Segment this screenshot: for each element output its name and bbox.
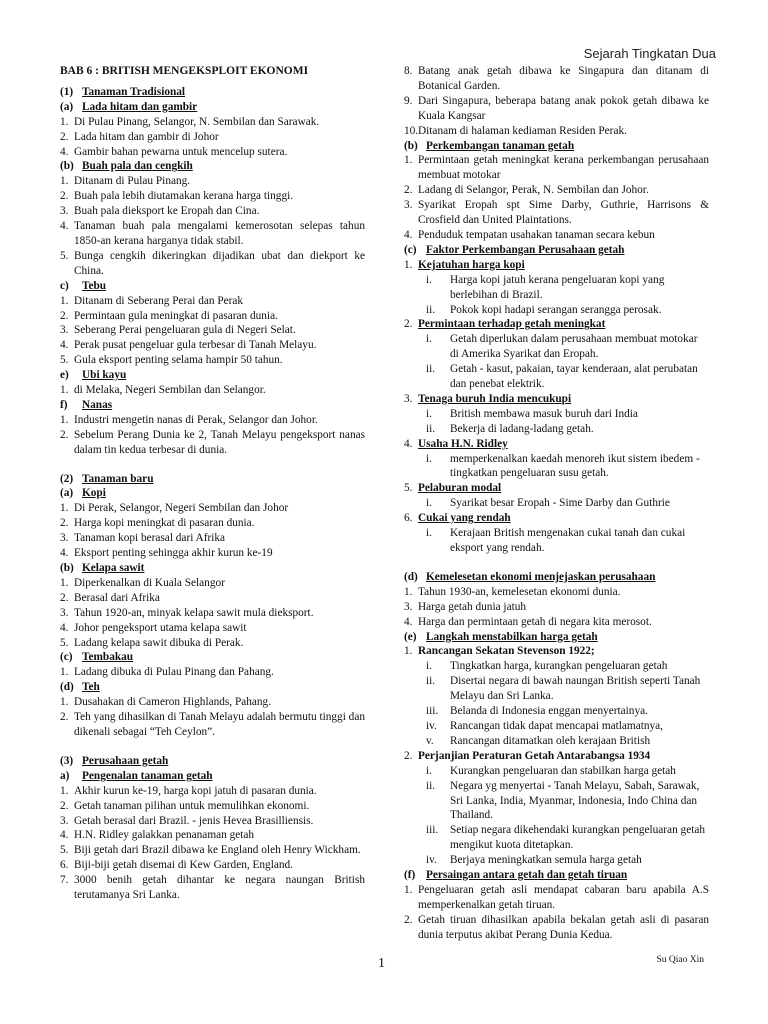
chapter-title: BAB 6 : BRITISH MENGEKSPLOIT EKONOMI xyxy=(60,65,309,77)
list-item xyxy=(404,749,709,764)
list-item xyxy=(404,317,709,332)
item-text: Gula eksport penting selama hampir 50 tahun. xyxy=(74,354,283,367)
item-number: i. xyxy=(426,333,432,346)
section-title: Tebu xyxy=(82,279,107,292)
item-text: Cukai yang rendah xyxy=(418,512,511,525)
item-text: Harga getah dunia jatuh xyxy=(418,600,527,613)
list-item xyxy=(60,546,365,561)
item-number: iv. xyxy=(426,854,437,867)
item-text: Syarikat besar Eropah - Sime Darby dan Guthrie xyxy=(450,497,670,510)
sub-list-item xyxy=(404,674,709,704)
item-text: Tanaman buah pala mengalami kemerosotan selepas tahun 1850-an kerana harganya tidak stabil. xyxy=(74,220,365,247)
sub-list-item xyxy=(404,407,709,422)
list-item xyxy=(404,883,709,913)
list-item xyxy=(60,799,365,814)
item-number: 4. xyxy=(60,145,69,158)
item-text: Akhir kurun ke-19, harga kopi jatuh di pasaran dunia. xyxy=(74,784,317,797)
section-title: Kelapa sawit xyxy=(82,562,145,574)
section-heading xyxy=(60,368,365,383)
item-number: 1. xyxy=(60,696,69,709)
list-item xyxy=(60,204,365,219)
item-number: 4. xyxy=(404,437,413,450)
list-item xyxy=(60,130,365,145)
item-number: 8. xyxy=(404,65,413,77)
section-title: Buah pala dan cengkih xyxy=(82,160,193,173)
sub-list-item xyxy=(404,496,709,511)
item-text: Kurangkan pengeluaran dan stabilkan harga getah xyxy=(450,764,676,777)
list-item xyxy=(60,309,365,324)
sub-list-item xyxy=(404,332,709,362)
item-text: Getah - kasut, pakaian, tayar kenderaan, alat perubatan dan penebat elektrik. xyxy=(450,363,698,391)
item-text: Getah berasal dari Brazil. - jenis Hevea Brasilliensis. xyxy=(74,814,314,827)
list-item xyxy=(60,636,365,651)
item-text: Pengeluaran getah asli mendapat cabaran baru apabila A.S memperkenalkan getah tiruan. xyxy=(418,883,709,911)
item-number: ii. xyxy=(426,363,436,376)
item-text: Tenaga buruh India mencukupi xyxy=(418,392,572,405)
item-text: British membawa masuk buruh dari India xyxy=(450,407,638,420)
item-number: i. xyxy=(426,407,432,420)
item-number: 6. xyxy=(60,859,69,872)
item-number: 2. xyxy=(404,184,413,197)
item-number: 1. xyxy=(404,585,413,598)
item-number: 7. xyxy=(60,874,69,887)
section-number: (a) xyxy=(60,100,74,113)
list-item xyxy=(404,153,709,183)
section-gap xyxy=(60,458,365,472)
page-number: 1 xyxy=(378,956,385,971)
section-gap xyxy=(60,740,365,754)
section-number: (1) xyxy=(60,85,74,98)
list-item xyxy=(60,710,365,740)
item-text: Syarikat Eropah spt Sime Darby, Guthrie, Harrisons & Crosfield dan United Plaintations. xyxy=(418,199,709,227)
list-item xyxy=(60,814,365,829)
section-heading xyxy=(60,398,365,413)
item-number: 1. xyxy=(60,115,69,128)
item-number: 4. xyxy=(60,829,69,842)
item-number: 2. xyxy=(60,517,69,530)
section-number: (e) xyxy=(404,630,417,643)
list-item xyxy=(404,913,709,943)
section-heading xyxy=(404,570,709,585)
list-item xyxy=(404,183,709,198)
author-name: Su Qiao Xin xyxy=(656,955,704,965)
section-number: (b) xyxy=(404,139,418,152)
list-item xyxy=(60,531,365,546)
list-item xyxy=(60,516,365,531)
item-number: 1. xyxy=(404,645,413,658)
item-number: 2. xyxy=(60,130,69,143)
item-text: Tingkatkan harga, kurangkan pengeluaran getah xyxy=(450,660,668,673)
item-number: 3. xyxy=(60,814,69,827)
item-number: 1. xyxy=(60,502,69,515)
list-item xyxy=(60,501,365,516)
sub-list-item xyxy=(404,526,709,556)
section-number: c) xyxy=(60,279,69,292)
right-column xyxy=(404,64,709,943)
item-text: Tahun 1920-an, minyak kelapa sawit mula dieksport. xyxy=(74,606,314,619)
item-text: Rancangan tidak dapat mencapai matlamatnya, xyxy=(450,719,663,732)
list-item xyxy=(60,591,365,606)
item-number: 4. xyxy=(60,220,69,233)
section-title: Kemelesetan ekonomi menjejaskan perusahaan xyxy=(426,570,656,583)
item-text: Ladang dibuka di Pulau Pinang dan Pahang. xyxy=(74,666,274,679)
list-item xyxy=(60,189,365,204)
list-item xyxy=(60,115,365,130)
list-item xyxy=(60,353,365,368)
item-text: H.N. Ridley galakkan penanaman getah xyxy=(74,829,255,842)
section-heading xyxy=(60,159,365,174)
item-number: 4. xyxy=(404,615,413,628)
item-number: 1. xyxy=(404,258,413,271)
item-number: 3. xyxy=(60,205,69,218)
sub-list-item xyxy=(404,362,709,392)
list-item xyxy=(60,428,365,458)
item-text: Perjanjian Peraturan Getah Antarabangsa 1934 xyxy=(418,749,651,762)
item-text: Di Pulau Pinang, Selangor, N. Sembilan dan Sarawak. xyxy=(74,115,320,128)
item-text: Rancangan ditamatkan oleh kerajaan British xyxy=(450,734,651,747)
item-text: Teh yang dihasilkan di Tanah Melayu adalah bermutu tinggi dan dikenali sebagai “Teh Ceylon”. xyxy=(74,711,365,738)
item-text: Getah diperlukan dalam perusahaan membuat motokar di Amerika Syarikat dan Eropah. xyxy=(450,333,698,361)
list-item xyxy=(404,258,709,273)
item-number: 2. xyxy=(404,913,413,926)
section-title: Perkembangan tanaman getah xyxy=(426,139,575,152)
item-text: Kejatuhan harga kopi xyxy=(418,258,525,271)
sub-list-item xyxy=(404,303,709,318)
section-number: (3) xyxy=(60,754,74,767)
list-item xyxy=(60,873,365,903)
list-item xyxy=(404,124,709,139)
section-title: Lada hitam dan gambir xyxy=(82,100,198,113)
list-item xyxy=(404,437,709,452)
item-number: 1. xyxy=(60,175,69,188)
item-number: 4. xyxy=(60,621,69,634)
item-number: 1. xyxy=(60,294,69,307)
list-item xyxy=(60,576,365,591)
section-heading xyxy=(60,279,365,294)
item-text: Buah pala lebih diutamakan kerana harga tinggi. xyxy=(74,190,294,203)
item-number: 6. xyxy=(404,512,413,525)
section-heading xyxy=(60,472,365,487)
section-title: Pengenalan tanaman getah xyxy=(82,769,213,782)
item-text: Lada hitam dan gambir di Johor xyxy=(74,130,219,143)
section-title: Teh xyxy=(82,681,100,694)
item-number: 5. xyxy=(60,636,69,649)
item-text: Pokok kopi hadapi serangan serangga perosak. xyxy=(450,303,662,316)
item-number: 1. xyxy=(404,154,413,167)
item-number: v. xyxy=(426,734,434,747)
item-text: Bunga cengkih dikeringkan dijadikan ubat dan diekport ke China. xyxy=(74,249,365,277)
item-text: Biji-biji getah disemai di Kew Garden, England. xyxy=(74,859,293,872)
section-heading xyxy=(404,243,709,258)
section-title: Tanaman baru xyxy=(82,472,154,485)
section-heading xyxy=(60,754,365,769)
item-number: i. xyxy=(426,452,432,465)
list-item xyxy=(60,606,365,621)
item-text: Pelaburan modal xyxy=(418,482,502,495)
item-text: Ladang kelapa sawit dibuka di Perak. xyxy=(74,636,244,649)
item-number: 1. xyxy=(60,384,69,397)
item-number: 2. xyxy=(60,428,69,441)
item-number: 2. xyxy=(60,799,69,812)
list-item xyxy=(60,843,365,858)
item-number: 5. xyxy=(60,844,69,857)
section-heading xyxy=(60,680,365,695)
item-text: Buah pala dieksport ke Eropah dan Cina. xyxy=(74,205,260,218)
item-text: Permintaan gula meningkat di pasaran dunia. xyxy=(74,309,278,322)
section-heading xyxy=(60,650,365,665)
section-number: (a) xyxy=(60,487,74,500)
item-text: Gambir bahan pewarna untuk mencelup sutera. xyxy=(74,145,288,158)
sub-list-item xyxy=(404,823,709,853)
section-number: (2) xyxy=(60,472,74,485)
item-number: 10. xyxy=(404,124,419,137)
item-text: Seberang Perai pengeluaran gula di Negeri Selat. xyxy=(74,324,296,337)
item-number: 9. xyxy=(404,94,413,107)
item-number: 5. xyxy=(404,482,413,495)
list-item xyxy=(404,615,709,630)
section-heading xyxy=(404,630,709,645)
section-number: e) xyxy=(60,369,69,382)
list-item xyxy=(404,511,709,526)
item-text: Industri mengetin nanas di Perak, Selangor dan Johor. xyxy=(74,413,318,426)
list-item xyxy=(60,249,365,279)
item-text: Harga kopi jatuh kerana pengeluaran kopi yang berlebihan di Brazil. xyxy=(450,273,665,301)
item-number: 1. xyxy=(60,784,69,797)
list-item xyxy=(404,392,709,407)
item-text: Dusahakan di Cameron Highlands, Pahang. xyxy=(74,696,272,709)
left-column-body xyxy=(60,85,365,903)
item-text: Berjaya meningkatkan semula harga getah xyxy=(450,854,642,867)
list-item xyxy=(60,413,365,428)
item-text: Disertai negara di bawah naungan British seperti Tanah Melayu dan Sri Lanka. xyxy=(450,675,701,703)
item-text: Tanaman kopi berasal dari Afrika xyxy=(74,532,226,545)
item-number: ii. xyxy=(426,303,436,316)
item-text: Perak pusat pengeluar gula terbesar di Tanah Melayu. xyxy=(74,339,317,352)
list-item xyxy=(60,784,365,799)
item-text: Permintaan terhadap getah meningkat xyxy=(418,318,606,331)
section-title: Tembakau xyxy=(82,651,134,664)
item-text: 3000 benih getah dihantar ke negara naungan British terutamanya Sri Lanka. xyxy=(74,874,365,902)
item-number: iv. xyxy=(426,719,437,732)
item-number: 1. xyxy=(404,883,413,896)
item-number: 5. xyxy=(60,354,69,367)
section-heading xyxy=(60,561,365,576)
item-number: i. xyxy=(426,660,432,673)
item-text: Permintaan getah meningkat kerana perkembangan perusahaan membuat motokar xyxy=(418,154,709,182)
item-text: Harga dan permintaan getah di negara kita merosot. xyxy=(418,615,652,628)
item-text: Biji getah dari Brazil dibawa ke England oleh Henry Wickham. xyxy=(74,844,361,857)
item-text: Penduduk tempatan usahakan tanaman secara kebun xyxy=(418,228,655,241)
section-heading xyxy=(60,486,365,501)
item-number: 2. xyxy=(404,318,413,331)
item-text: Getah tiruan dihasilkan apabila bekalan getah asli di pasaran dunia terputus akibat Perang Dunia Kedua. xyxy=(418,913,709,941)
item-number: 3. xyxy=(404,392,413,405)
item-text: Getah tanaman pilihan untuk memulihkan ekonomi. xyxy=(74,799,310,812)
item-text: Harga kopi meningkat di pasaran dunia. xyxy=(74,517,255,530)
list-item xyxy=(404,198,709,228)
item-text: Ditanam di Seberang Perai dan Perak xyxy=(74,294,244,307)
item-text: Johor pengeksport utama kelapa sawit xyxy=(74,621,247,634)
section-title: Ubi kayu xyxy=(82,369,127,382)
list-item xyxy=(60,828,365,843)
item-number: i. xyxy=(426,497,432,510)
sub-list-item xyxy=(404,273,709,303)
item-text: Usaha H.N. Ridley xyxy=(418,437,508,450)
section-number: (c) xyxy=(404,243,417,256)
list-item xyxy=(60,323,365,338)
section-heading xyxy=(60,769,365,784)
item-text: Setiap negara dikehendaki kurangkan pengeluaran getah mengikut kuota ditetapkan. xyxy=(450,824,706,852)
item-number: i. xyxy=(426,764,432,777)
item-number: 4. xyxy=(60,547,69,560)
section-heading xyxy=(60,85,365,100)
section-title: Faktor Perkembangan Perusahaan getah xyxy=(426,243,625,256)
item-number: iii. xyxy=(426,824,439,837)
item-number: 1. xyxy=(60,413,69,426)
sub-list-item xyxy=(404,422,709,437)
section-number: (b) xyxy=(60,562,74,574)
item-text: Tahun 1930-an, kemelesetan ekonomi dunia. xyxy=(418,585,621,598)
section-number: (c) xyxy=(60,651,73,664)
section-title: Langkah menstabilkan harga getah xyxy=(426,630,598,643)
item-text: Belanda di Indonesia enggan menyertainya. xyxy=(450,705,648,718)
right-column-body xyxy=(404,64,709,943)
section-gap xyxy=(404,556,709,570)
item-text: Rancangan Sekatan Stevenson 1922; xyxy=(418,645,595,658)
item-number: 3. xyxy=(60,324,69,337)
list-item xyxy=(60,695,365,710)
sub-list-item xyxy=(404,719,709,734)
sub-list-item xyxy=(404,779,709,824)
list-item xyxy=(60,294,365,309)
item-text: Eksport penting sehingga akhir kurun ke-19 xyxy=(74,547,273,560)
list-item xyxy=(60,174,365,189)
list-item xyxy=(60,145,365,160)
section-title: Persaingan antara getah dan getah tiruan xyxy=(426,869,628,882)
section-heading xyxy=(404,139,709,154)
section-heading xyxy=(404,868,709,883)
item-number: 2. xyxy=(60,711,69,724)
sub-list-item xyxy=(404,764,709,779)
item-text: Bekerja di ladang-ladang getah. xyxy=(450,422,594,435)
item-number: i. xyxy=(426,527,432,540)
section-number: (f) xyxy=(404,869,416,882)
sub-list-item xyxy=(404,659,709,674)
item-number: 2. xyxy=(60,309,69,322)
list-item xyxy=(60,338,365,353)
item-number: 2. xyxy=(60,591,69,604)
section-number: a) xyxy=(60,769,70,782)
item-text: Diperkenalkan di Kuala Selangor xyxy=(74,576,225,589)
list-item xyxy=(404,644,709,659)
item-number: ii. xyxy=(426,779,436,792)
page-header: Sejarah Tingkatan Dua xyxy=(583,46,716,61)
item-text: Ladang di Selangor, Perak, N. Sembilan dan Johor. xyxy=(418,184,649,197)
section-number: (b) xyxy=(60,160,74,173)
item-text: Sebelum Perang Dunia ke 2, Tanah Melayu pengeksport nanas dalam tin kedua terbesar di dunia. xyxy=(74,428,365,456)
item-number: i. xyxy=(426,273,432,286)
list-item xyxy=(404,585,709,600)
item-number: 4. xyxy=(404,228,413,241)
list-item xyxy=(60,219,365,249)
item-number: 3. xyxy=(404,199,413,212)
sub-list-item xyxy=(404,452,709,482)
item-number: 3. xyxy=(60,606,69,619)
list-item xyxy=(404,481,709,496)
section-title: Kopi xyxy=(82,487,106,500)
item-text: Negara yg menyertai - Tanah Melayu, Sabah, Sarawak, Sri Lanka, India, Myanmar, Indonesia, Indo China dan Thailand. xyxy=(450,779,700,822)
item-text: Ditanam di Pulau Pinang. xyxy=(74,175,191,188)
item-text: Berasal dari Afrika xyxy=(74,591,160,604)
list-item xyxy=(404,600,709,615)
sub-list-item xyxy=(404,853,709,868)
section-number: f) xyxy=(60,398,68,411)
section-title: Nanas xyxy=(82,398,113,411)
list-item xyxy=(60,621,365,636)
section-title: Perusahaan getah xyxy=(82,754,169,767)
sub-list-item xyxy=(404,734,709,749)
item-text: di Melaka, Negeri Sembilan dan Selangor. xyxy=(74,384,266,397)
section-number: (d) xyxy=(404,570,418,583)
item-number: 2. xyxy=(404,749,413,762)
item-number: 3. xyxy=(404,600,413,613)
list-item xyxy=(404,94,709,124)
section-number: (d) xyxy=(60,681,74,694)
sub-list-item xyxy=(404,704,709,719)
item-number: 2. xyxy=(60,190,69,203)
list-item xyxy=(404,228,709,243)
left-column xyxy=(60,64,365,903)
list-item xyxy=(60,383,365,398)
item-number: ii. xyxy=(426,422,436,435)
item-number: 3. xyxy=(60,532,69,545)
item-text: Dari Singapura, beberapa batang anak pokok getah dibawa ke Kuala Kangsar xyxy=(418,94,709,122)
item-text: Batang anak getah dibawa ke Singapura dan ditanam di Botanical Garden. xyxy=(418,65,709,92)
item-number: 5. xyxy=(60,249,69,262)
item-text: Kerajaan British mengenakan cukai tanah dan cukai eksport yang rendah. xyxy=(450,527,686,554)
item-number: 1. xyxy=(60,576,69,589)
item-number: 4. xyxy=(60,339,69,352)
list-item xyxy=(60,665,365,680)
item-text: Di Perak, Selangor, Negeri Sembilan dan Johor xyxy=(74,502,289,515)
item-number: 1. xyxy=(60,666,69,679)
list-item xyxy=(404,64,709,94)
item-number: iii. xyxy=(426,705,439,718)
list-item xyxy=(60,858,365,873)
item-text: Ditanam di halaman kediaman Residen Perak. xyxy=(418,124,627,137)
section-heading xyxy=(60,100,365,115)
item-text: memperkenalkan kaedah menoreh ikut sistem ibedem - tingkatkan pengeluaran susu getah. xyxy=(450,452,700,480)
item-number: ii. xyxy=(426,675,436,688)
section-title: Tanaman Tradisional xyxy=(82,85,186,98)
